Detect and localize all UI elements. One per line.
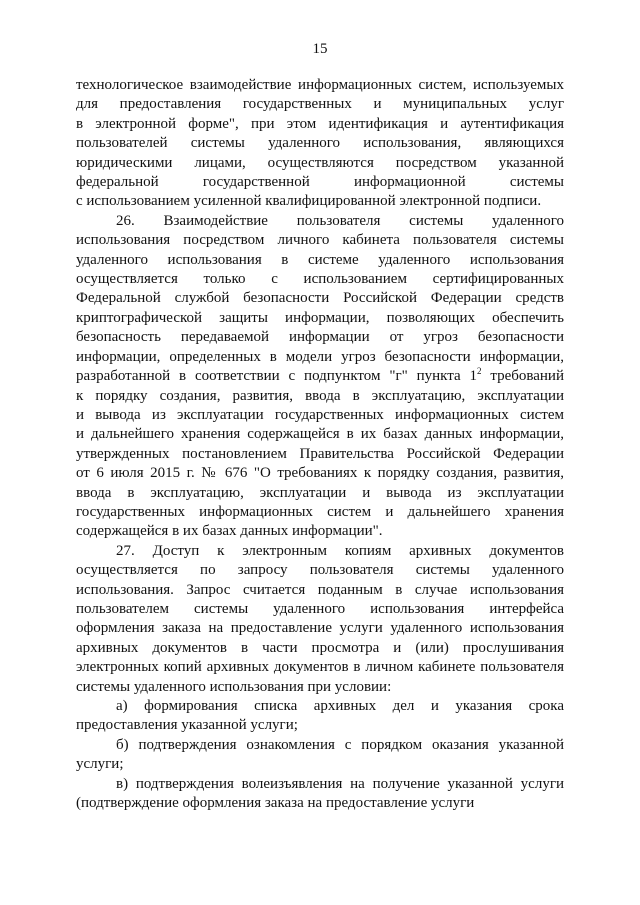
paragraph-2-line: пользователем системы удаленного использования интерфейса <box>76 600 564 617</box>
paragraph-5-line: в) подтверждения волеизъявления на получение указанной услуги <box>116 775 564 792</box>
paragraph-2-line: 27. Доступ к электронным копиям архивных документов <box>116 542 564 559</box>
paragraph-1-line: государственных информационных систем и дальнейшего хранения <box>76 503 564 520</box>
paragraph-5-line: (подтверждение оформления заказа на предоставление услуги <box>76 795 475 812</box>
paragraph-3-line: а) формирования списка архивных дел и указания срока <box>116 698 564 714</box>
paragraph-1-line: и дальнейшего хранения содержащейся в их базах данных информации, <box>76 426 564 443</box>
paragraph-1-line: к порядку создания, развития, ввода в эксплуатацию, эксплуатации <box>76 387 564 404</box>
paragraph-3-line: предоставления указанной услуги; <box>76 717 298 734</box>
paragraph-0-line: пользователей системы удаленного использования, являющихся <box>76 135 564 152</box>
page-number: 15 <box>312 41 328 57</box>
paragraph-0-line: юридическими лицами, осуществляются посредством указанной <box>76 154 564 171</box>
paragraph-0-line: технологическое взаимодействие информационных систем, используемых <box>76 77 564 93</box>
paragraph-4-line: услуги; <box>76 756 124 773</box>
paragraph-1-line: разработанной в соответствии с подпунктом "г" пункта $1^2$ требований <box>76 366 564 385</box>
paragraph-0-line: в электронной форме", при этом идентификация и аутентификация <box>76 115 564 132</box>
paragraph-2-line: осуществляется по запросу пользователя системы удаленного <box>76 562 564 579</box>
paragraph-2-line: системы удаленного использования при условии: <box>76 678 392 695</box>
paragraph-1-line: содержащейся в их базах данных информации". <box>76 523 383 540</box>
paragraph-0-line: для предоставления государственных и муниципальных услуг <box>76 96 564 113</box>
paragraph-1-line: осуществляется только с использованием сертифицированных <box>76 271 564 288</box>
paragraph-0-line: с использованием усиленной квалифицированной электронной подписи. <box>76 193 542 210</box>
paragraph-2-line: оформления заказа на предоставление услуги удаленного использования <box>76 620 564 637</box>
paragraph-1-line: криптографической защиты информации, позволяющих обеспечить <box>76 309 564 326</box>
paragraph-2-line: архивных документов в части просмотра и (или) прослушивания <box>76 639 564 656</box>
paragraph-1-line: использования посредством личного кабинета пользователя системы <box>76 232 564 249</box>
paragraph-1-line: ввода в эксплуатацию, эксплуатации и вывода из эксплуатации <box>76 484 564 501</box>
paragraph-1-line: и вывода из эксплуатации государственных информационных систем <box>76 406 564 423</box>
paragraph-4-line: б) подтверждения ознакомления с порядком оказания указанной <box>116 736 564 753</box>
paragraph-1-line: 26. Взаимодействие пользователя системы удаленного <box>116 212 564 229</box>
paragraph-1-line: удаленного использования в системе удаленного использования <box>76 251 564 268</box>
paragraph-1-line: от 6 июля 2015 г. № 676 "О требованиях к порядку создания, развития, <box>76 465 564 482</box>
paragraph-2-line: электронных копий архивных документов в личном кабинете пользователя <box>76 659 564 676</box>
paragraph-2-line: использования. Запрос считается поданным в случае использования <box>76 581 564 598</box>
paragraph-1-line: Федеральной службой безопасности Российской Федерации средств <box>76 290 564 307</box>
paragraph-0-line: федеральной государственной информационной системы <box>76 174 564 191</box>
document-body <box>76 76 564 813</box>
footnote-superscript: 2 <box>476 366 482 377</box>
paragraph-1-line: утвержденных постановлением Правительства Российской Федерации <box>76 445 564 462</box>
paragraph-1-line: безопасность передаваемой информации от угроз безопасности <box>76 329 564 346</box>
paragraph-1-line: информации, определенных в модели угроз безопасности информации, <box>76 348 564 365</box>
